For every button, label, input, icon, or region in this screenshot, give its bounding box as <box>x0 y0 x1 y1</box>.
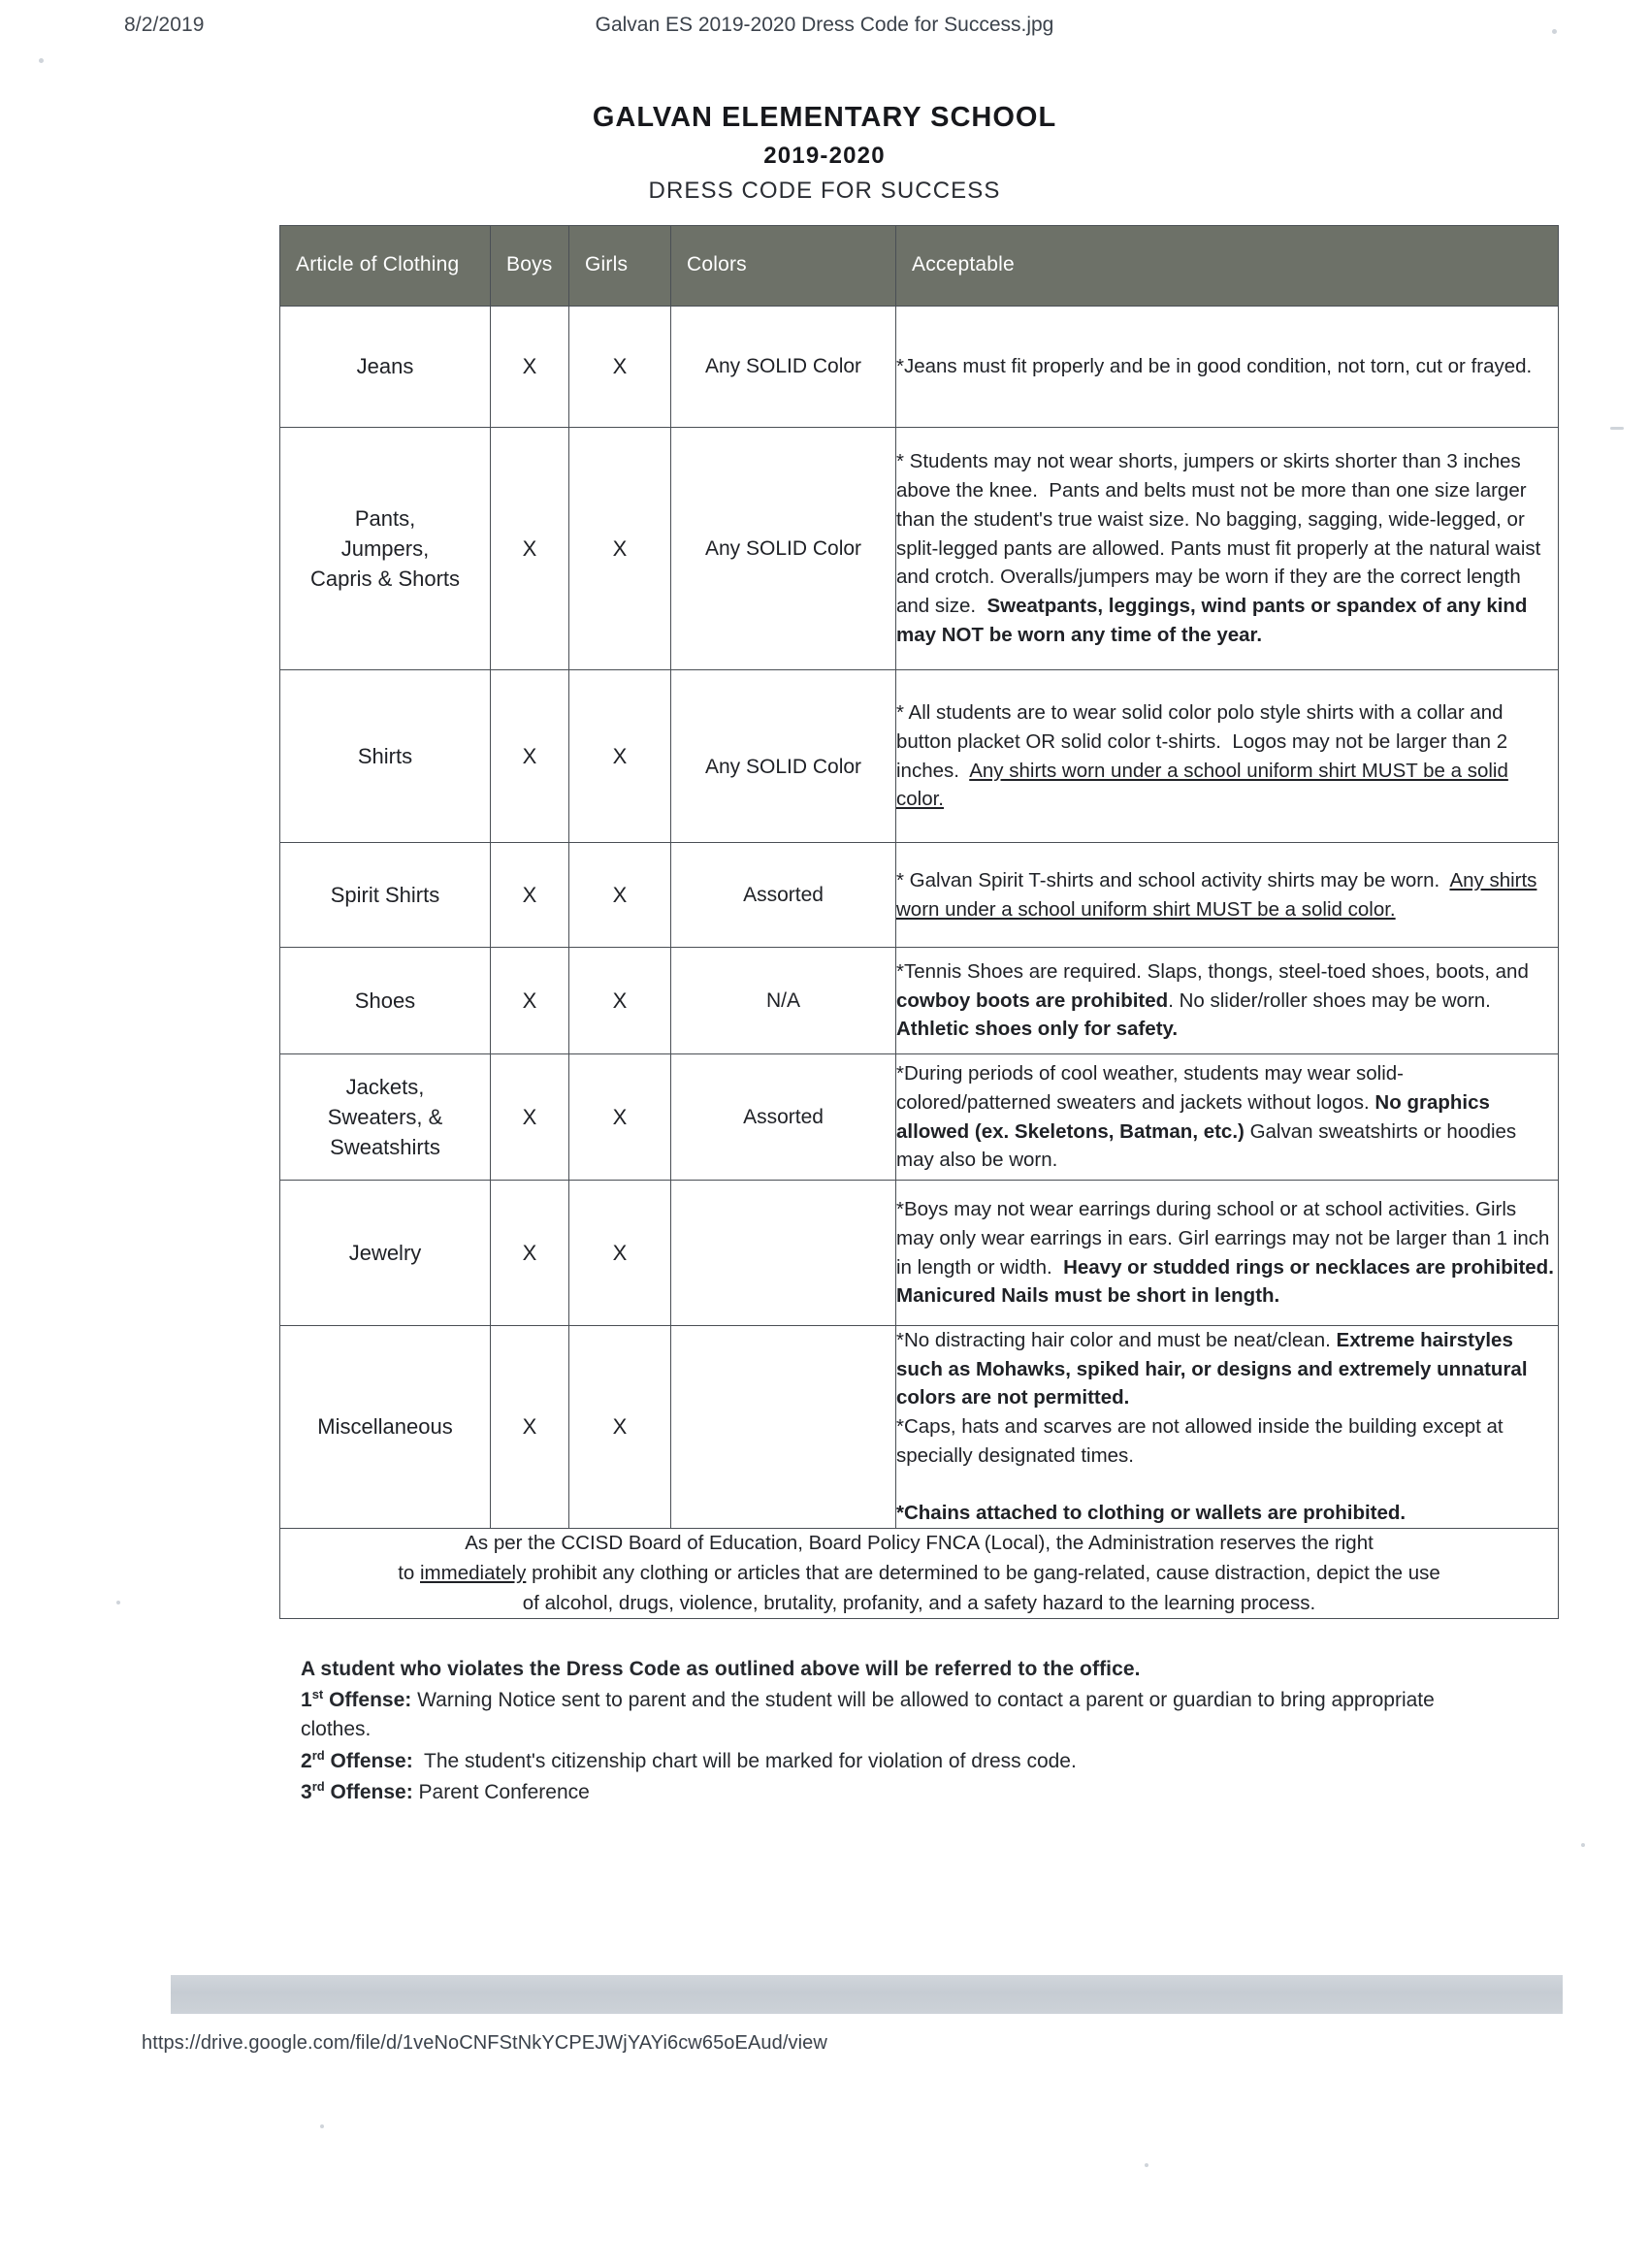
scan-speck <box>320 2124 324 2128</box>
row-girls-miscellaneous: X <box>569 1326 671 1529</box>
row-boys-shoes: X <box>491 948 569 1054</box>
offense-item-3: 3rd Offense: Parent Conference <box>301 1778 590 1803</box>
column-header-colors: Colors <box>671 226 896 307</box>
scan-artifact-band <box>171 1975 1563 2014</box>
table-row <box>280 307 1559 428</box>
row-colors-miscellaneous <box>671 1326 896 1529</box>
column-header-girls: Girls <box>569 226 671 307</box>
offense-lead: A student who violates the Dress Code as outlined above will be referred to the office. <box>301 1658 1141 1680</box>
board-policy-note: As per the CCISD Board of Education, Board Policy FNCA (Local), the Administration reserves the right to immediately prohibit any clothing or articles that are determined to be gang-related, cause distraction, depict the use of alcohol, drugs, violence, brutality, profanity, and a safety hazard to the learning process. <box>280 1529 1559 1619</box>
row-acceptable-spirit-shirts: * Galvan Spirit T-shirts and school activity shirts may be worn. Any shirts worn under a school uniform shirt MUST be a solid color. <box>896 843 1559 948</box>
row-article-spirit-shirts: Spirit Shirts <box>280 843 491 948</box>
table-row <box>280 670 1559 843</box>
column-header-acceptable: Acceptable <box>896 226 1559 307</box>
dress-code-table <box>279 225 1559 1619</box>
row-acceptable-jeans: *Jeans must fit properly and be in good condition, not torn, cut or frayed. <box>896 307 1559 428</box>
table-policy-row <box>280 1529 1559 1619</box>
table-header-row <box>280 226 1559 307</box>
print-header <box>0 14 1649 47</box>
offense-notes <box>301 1655 1489 1809</box>
table-row <box>280 1054 1559 1181</box>
row-girls-shirts: X <box>569 670 671 843</box>
row-article-shoes: Shoes <box>280 948 491 1054</box>
row-acceptable-jewelry: *Boys may not wear earrings during school or at school activities. Girls may only wear earrings in ears. Girl earrings may not be larger than 1 inch in length or width. Heavy or studded rings or necklaces are prohibited. Manicured Nails must be short in length. <box>896 1181 1559 1326</box>
row-girls-jewelry: X <box>569 1181 671 1326</box>
scan-speck <box>1145 2163 1148 2167</box>
page-title: DRESS CODE FOR SUCCESS <box>648 178 1001 204</box>
scan-speck <box>116 1601 120 1604</box>
column-header-article: Article of Clothing <box>280 226 491 307</box>
row-colors-jeans: Any SOLID Color <box>671 307 896 428</box>
row-colors-jackets: Assorted <box>671 1054 896 1181</box>
row-boys-jewelry: X <box>491 1181 569 1326</box>
column-header-boys: Boys <box>491 226 569 307</box>
row-girls-jeans: X <box>569 307 671 428</box>
row-colors-jewelry <box>671 1181 896 1326</box>
table-row <box>280 1181 1559 1326</box>
row-girls-pants: X <box>569 428 671 670</box>
scan-speck <box>1552 29 1557 34</box>
row-boys-miscellaneous: X <box>491 1326 569 1529</box>
source-url: https://drive.google.com/file/d/1veNoCNFStNkYCPEJWjYAYi6cw65oEAud/view <box>142 2032 827 2054</box>
row-colors-shoes: N/A <box>671 948 896 1054</box>
row-article-jewelry: Jewelry <box>280 1181 491 1326</box>
row-colors-spirit-shirts: Assorted <box>671 843 896 948</box>
row-boys-spirit-shirts: X <box>491 843 569 948</box>
row-acceptable-shoes: *Tennis Shoes are required. Slaps, thongs, steel-toed shoes, boots, and cowboy boots are prohibited. No slider/roller shoes may be worn. Athletic shoes only for safety. <box>896 948 1559 1054</box>
scan-speck <box>1581 1843 1585 1847</box>
row-article-jackets: Jackets, Sweaters, & Sweatshirts <box>280 1054 491 1181</box>
offense-item-1: 1st Offense: Warning Notice sent to parent and the student will be allowed to contact a parent or guardian to bring appropriate clothes. <box>301 1687 1435 1741</box>
row-article-shirts: Shirts <box>280 670 491 843</box>
row-boys-jeans: X <box>491 307 569 428</box>
table-row <box>280 428 1559 670</box>
school-name: GALVAN ELEMENTARY SCHOOL <box>592 102 1057 133</box>
offense-item-2: 2rd Offense: The student's citizenship chart will be marked for violation of dress code. <box>301 1747 1077 1772</box>
row-article-miscellaneous: Miscellaneous <box>280 1326 491 1529</box>
row-acceptable-shirts: * All students are to wear solid color polo style shirts with a collar and button placket OR solid color t-shirts. Logos may not be larger than 2 inches. Any shirts worn under a school uniform shirt MUST be a solid color. <box>896 670 1559 843</box>
print-document-name: Galvan ES 2019-2020 Dress Code for Success.jpg <box>595 14 1054 36</box>
row-boys-pants: X <box>491 428 569 670</box>
table-row <box>280 843 1559 948</box>
row-boys-jackets: X <box>491 1054 569 1181</box>
school-year: 2019-2020 <box>763 143 886 169</box>
print-date: 8/2/2019 <box>124 14 205 36</box>
row-acceptable-pants: * Students may not wear shorts, jumpers or skirts shorter than 3 inches above the knee. Pants and belts must not be more than one size larger than the student's true waist size. No bagging, sagging, wide-legged, or split-legged pants are allowed. Pants must fit properly at the natural waist and crotch. Overalls/jumpers may be worn if they are the correct length and size. Sweatpants, leggings, wind pants or spandex of any kind may NOT be worn any time of the year. <box>896 428 1559 670</box>
row-article-pants: Pants, Jumpers, Capris & Shorts <box>280 428 491 670</box>
document-title-block <box>0 102 1649 205</box>
row-article-jeans: Jeans <box>280 307 491 428</box>
row-girls-jackets: X <box>569 1054 671 1181</box>
row-girls-spirit-shirts: X <box>569 843 671 948</box>
scan-speck <box>39 58 44 63</box>
row-colors-shirts: Any SOLID Color <box>671 670 896 843</box>
table-row <box>280 1326 1559 1529</box>
row-boys-shirts: X <box>491 670 569 843</box>
row-acceptable-jackets: *During periods of cool weather, students may wear solid-colored/patterned sweaters and jackets without logos. No graphics allowed (ex. Skeletons, Batman, etc.) Galvan sweatshirts or hoodies may also be worn. <box>896 1054 1559 1181</box>
table-row <box>280 948 1559 1054</box>
row-girls-shoes: X <box>569 948 671 1054</box>
scan-speck <box>1610 427 1624 430</box>
row-colors-pants: Any SOLID Color <box>671 428 896 670</box>
row-acceptable-miscellaneous: *No distracting hair color and must be neat/clean. Extreme hairstyles such as Mohawks, spiked hair, or designs and extremely unnatural colors are not permitted. *Caps, hats and scarves are not allowed inside the building except at specially designated times. *Chains attached to clothing or wallets are prohibited. <box>896 1326 1559 1529</box>
